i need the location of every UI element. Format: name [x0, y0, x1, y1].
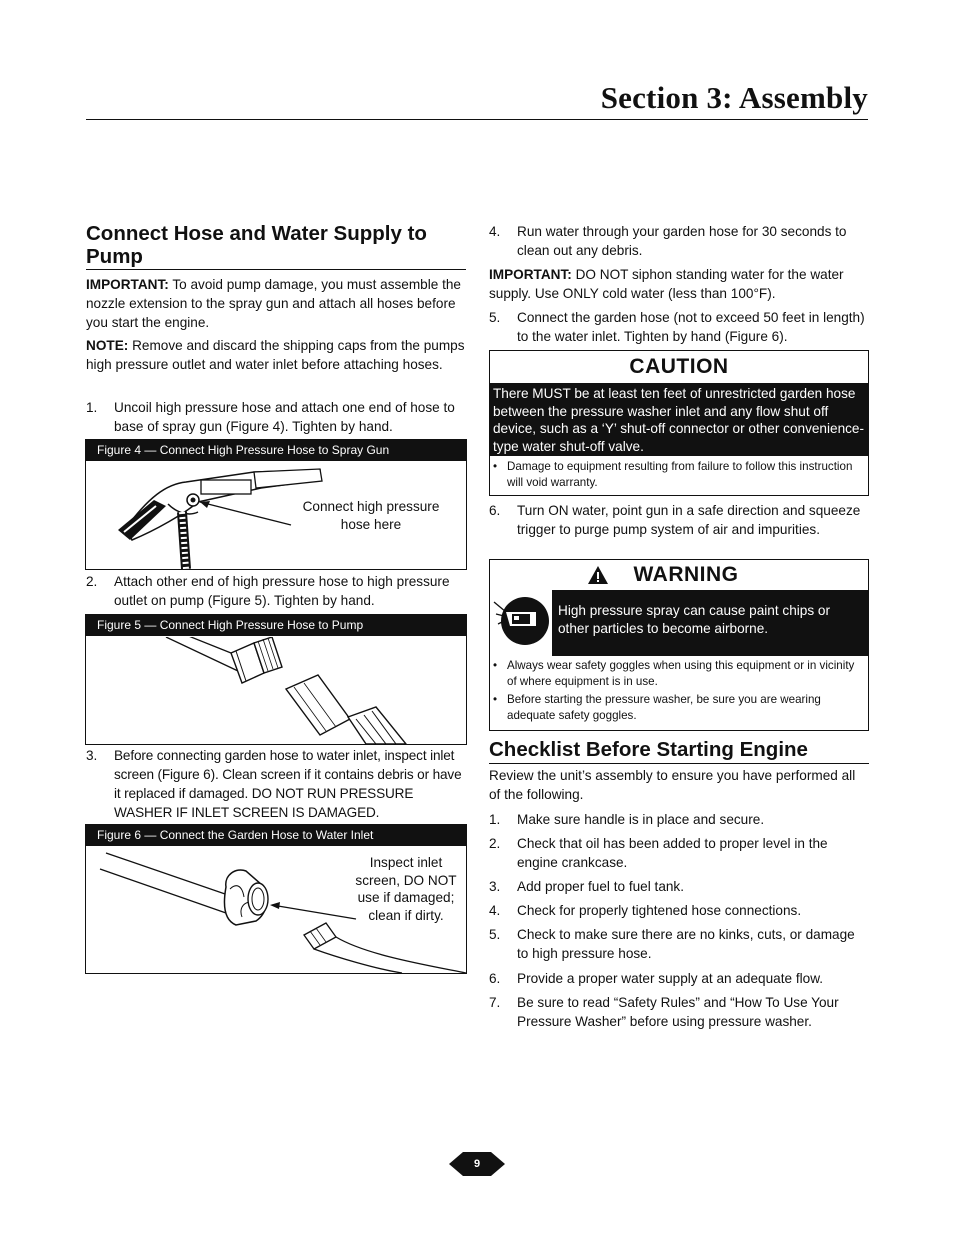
- warning-title: WARNING: [633, 563, 739, 586]
- section-heading-checklist: Checklist Before Starting Engine: [489, 738, 808, 761]
- list-item: [489, 501, 869, 559]
- figure-6: [85, 824, 467, 974]
- caution-box: [489, 350, 869, 496]
- item-number: 2.: [489, 836, 501, 851]
- step-number: 3.: [86, 748, 98, 763]
- step-number: 4.: [489, 224, 501, 239]
- item-text: Check that oil has been added to proper level in the engine crankcase.: [517, 836, 828, 870]
- heading-rule: [489, 763, 869, 764]
- important-paragraph: [86, 275, 466, 332]
- note-paragraph: [86, 336, 466, 374]
- important-label: IMPORTANT:: [86, 277, 169, 292]
- list-item: [489, 877, 869, 897]
- note-label: NOTE:: [86, 338, 129, 353]
- caution-bullets: [490, 456, 868, 491]
- list-item: [489, 810, 869, 830]
- step-text: Before connecting garden hose to water inlet, inspect inlet screen (Figure 6). Clean screen if it contains debris or have it replaced if damaged. DO NOT RUN PRESSURE WASHER IF INLET SCREEN IS DAMAGED.: [114, 748, 462, 820]
- page-number: [449, 1151, 505, 1177]
- note-text: Remove and discard the shipping caps from the pumps high pressure outlet and water inlet before attaching hoses.: [86, 338, 465, 372]
- step-text: Turn ON water, point gun in a safe direction and squeeze trigger to purge pump system of air and impurities.: [517, 503, 861, 537]
- important-label: IMPORTANT:: [489, 267, 572, 282]
- important-text: DO NOT siphon standing water for the water supply. Use ONLY cold water (less than 100°F).: [489, 267, 844, 301]
- list-item: [86, 398, 466, 438]
- item-text: Make sure handle is in place and secure.: [517, 812, 765, 827]
- item-number: 6.: [489, 971, 501, 986]
- item-number: 1.: [489, 812, 501, 827]
- important-paragraph: [489, 265, 869, 303]
- warning-bullets: [490, 656, 868, 724]
- item-text: Check for properly tightened hose connections.: [517, 903, 802, 918]
- goggles-hazard: [490, 590, 552, 656]
- page-title: Section 3: Assembly: [600, 80, 868, 115]
- item-number: 7.: [489, 995, 501, 1010]
- step-text: Run water through your garden hose for 30 seconds to clean out any debris.: [517, 224, 847, 258]
- item-number: 4.: [489, 903, 501, 918]
- warning-body: [490, 590, 868, 656]
- figure-note: Inspect inlet screen, DO NOT use if damaged; clean if dirty.: [355, 855, 457, 923]
- caution-title: CAUTION: [629, 355, 729, 378]
- warning-header: [490, 560, 868, 590]
- item-text: Provide a proper water supply at an adequate flow.: [517, 971, 824, 986]
- list-item: [86, 572, 466, 612]
- list-item: [489, 993, 869, 1033]
- bullet-item: • Damage to equipment resulting from failure to follow this instruction will void warranty.: [493, 459, 864, 491]
- item-number: 3.: [489, 879, 501, 894]
- warning-text: High pressure spray can cause paint chips or other particles to become airborne.: [552, 590, 868, 656]
- item-text: Add proper fuel to fuel tank.: [517, 879, 685, 894]
- step-number: 5.: [489, 310, 501, 325]
- list-item: [86, 746, 466, 822]
- figure-caption: Figure 6 — Connect the Garden Hose to Water Inlet: [86, 825, 466, 846]
- warning-box: [489, 559, 869, 731]
- section-heading-connect-hose: [86, 222, 466, 268]
- section-heading-text: Connect Hose and Water Supply to Pump: [86, 222, 427, 268]
- item-text: Be sure to read “Safety Rules” and “How To Use Your Pressure Washer” before using pressure washer.: [517, 995, 839, 1029]
- safety-goggles-icon: [490, 590, 552, 656]
- figure-caption: Figure 4 — Connect High Pressure Hose to Spray Gun: [86, 440, 466, 461]
- list-item: [489, 222, 869, 262]
- safety-alert-icon: [587, 565, 609, 585]
- bullet-item: • Before starting the pressure washer, be sure you are wearing adequate safety goggles.: [493, 692, 864, 724]
- figure-4: [85, 439, 467, 570]
- page-number-text: 9: [473, 1158, 481, 1170]
- figure-caption: Figure 5 — Connect High Pressure Hose to Pump: [86, 615, 466, 636]
- figure-note: Connect high pressure hose here: [302, 499, 440, 532]
- heading-rule: [86, 269, 466, 270]
- hose-fitting-icon: [86, 637, 466, 744]
- list-item: [489, 834, 869, 874]
- item-number: 5.: [489, 927, 501, 942]
- list-item: [489, 969, 869, 989]
- important-text: To avoid pump damage, you must assemble the nozzle extension to the spray gun and attach all hoses before you start the engine.: [86, 277, 461, 330]
- item-text: Check to make sure there are no kinks, cuts, or damage to high pressure hose.: [517, 927, 855, 961]
- list-item: [489, 901, 869, 921]
- list-item: [489, 308, 869, 348]
- step-number: 1.: [86, 400, 98, 415]
- checklist-intro: Review the unit’s assembly to ensure you have performed all of the following.: [489, 768, 856, 802]
- list-item: [489, 925, 869, 965]
- step-text: Attach other end of high pressure hose to high pressure outlet on pump (Figure 5). Tighten by hand.: [114, 574, 450, 608]
- bullet-item: • Always wear safety goggles when using this equipment or in vicinity of where equipment is in use.: [493, 658, 864, 690]
- figure-5: [85, 614, 467, 745]
- step-number: 2.: [86, 574, 98, 589]
- step-text: Uncoil high pressure hose and attach one end of hose to base of spray gun (Figure 4). Tighten by hand.: [114, 400, 455, 434]
- caution-body: There MUST be at least ten feet of unrestricted garden hose between the pressure washer inlet and any flow shut off device, such as a ‘Y’ shut-off connector or other convenience-type water shut-off valve.: [490, 383, 868, 456]
- step-text: Connect the garden hose (not to exceed 50 feet in length) to the water inlet. Tighten by hand (Figure 6).: [517, 310, 865, 344]
- step-number: 6.: [489, 503, 501, 518]
- header-rule: [86, 119, 868, 120]
